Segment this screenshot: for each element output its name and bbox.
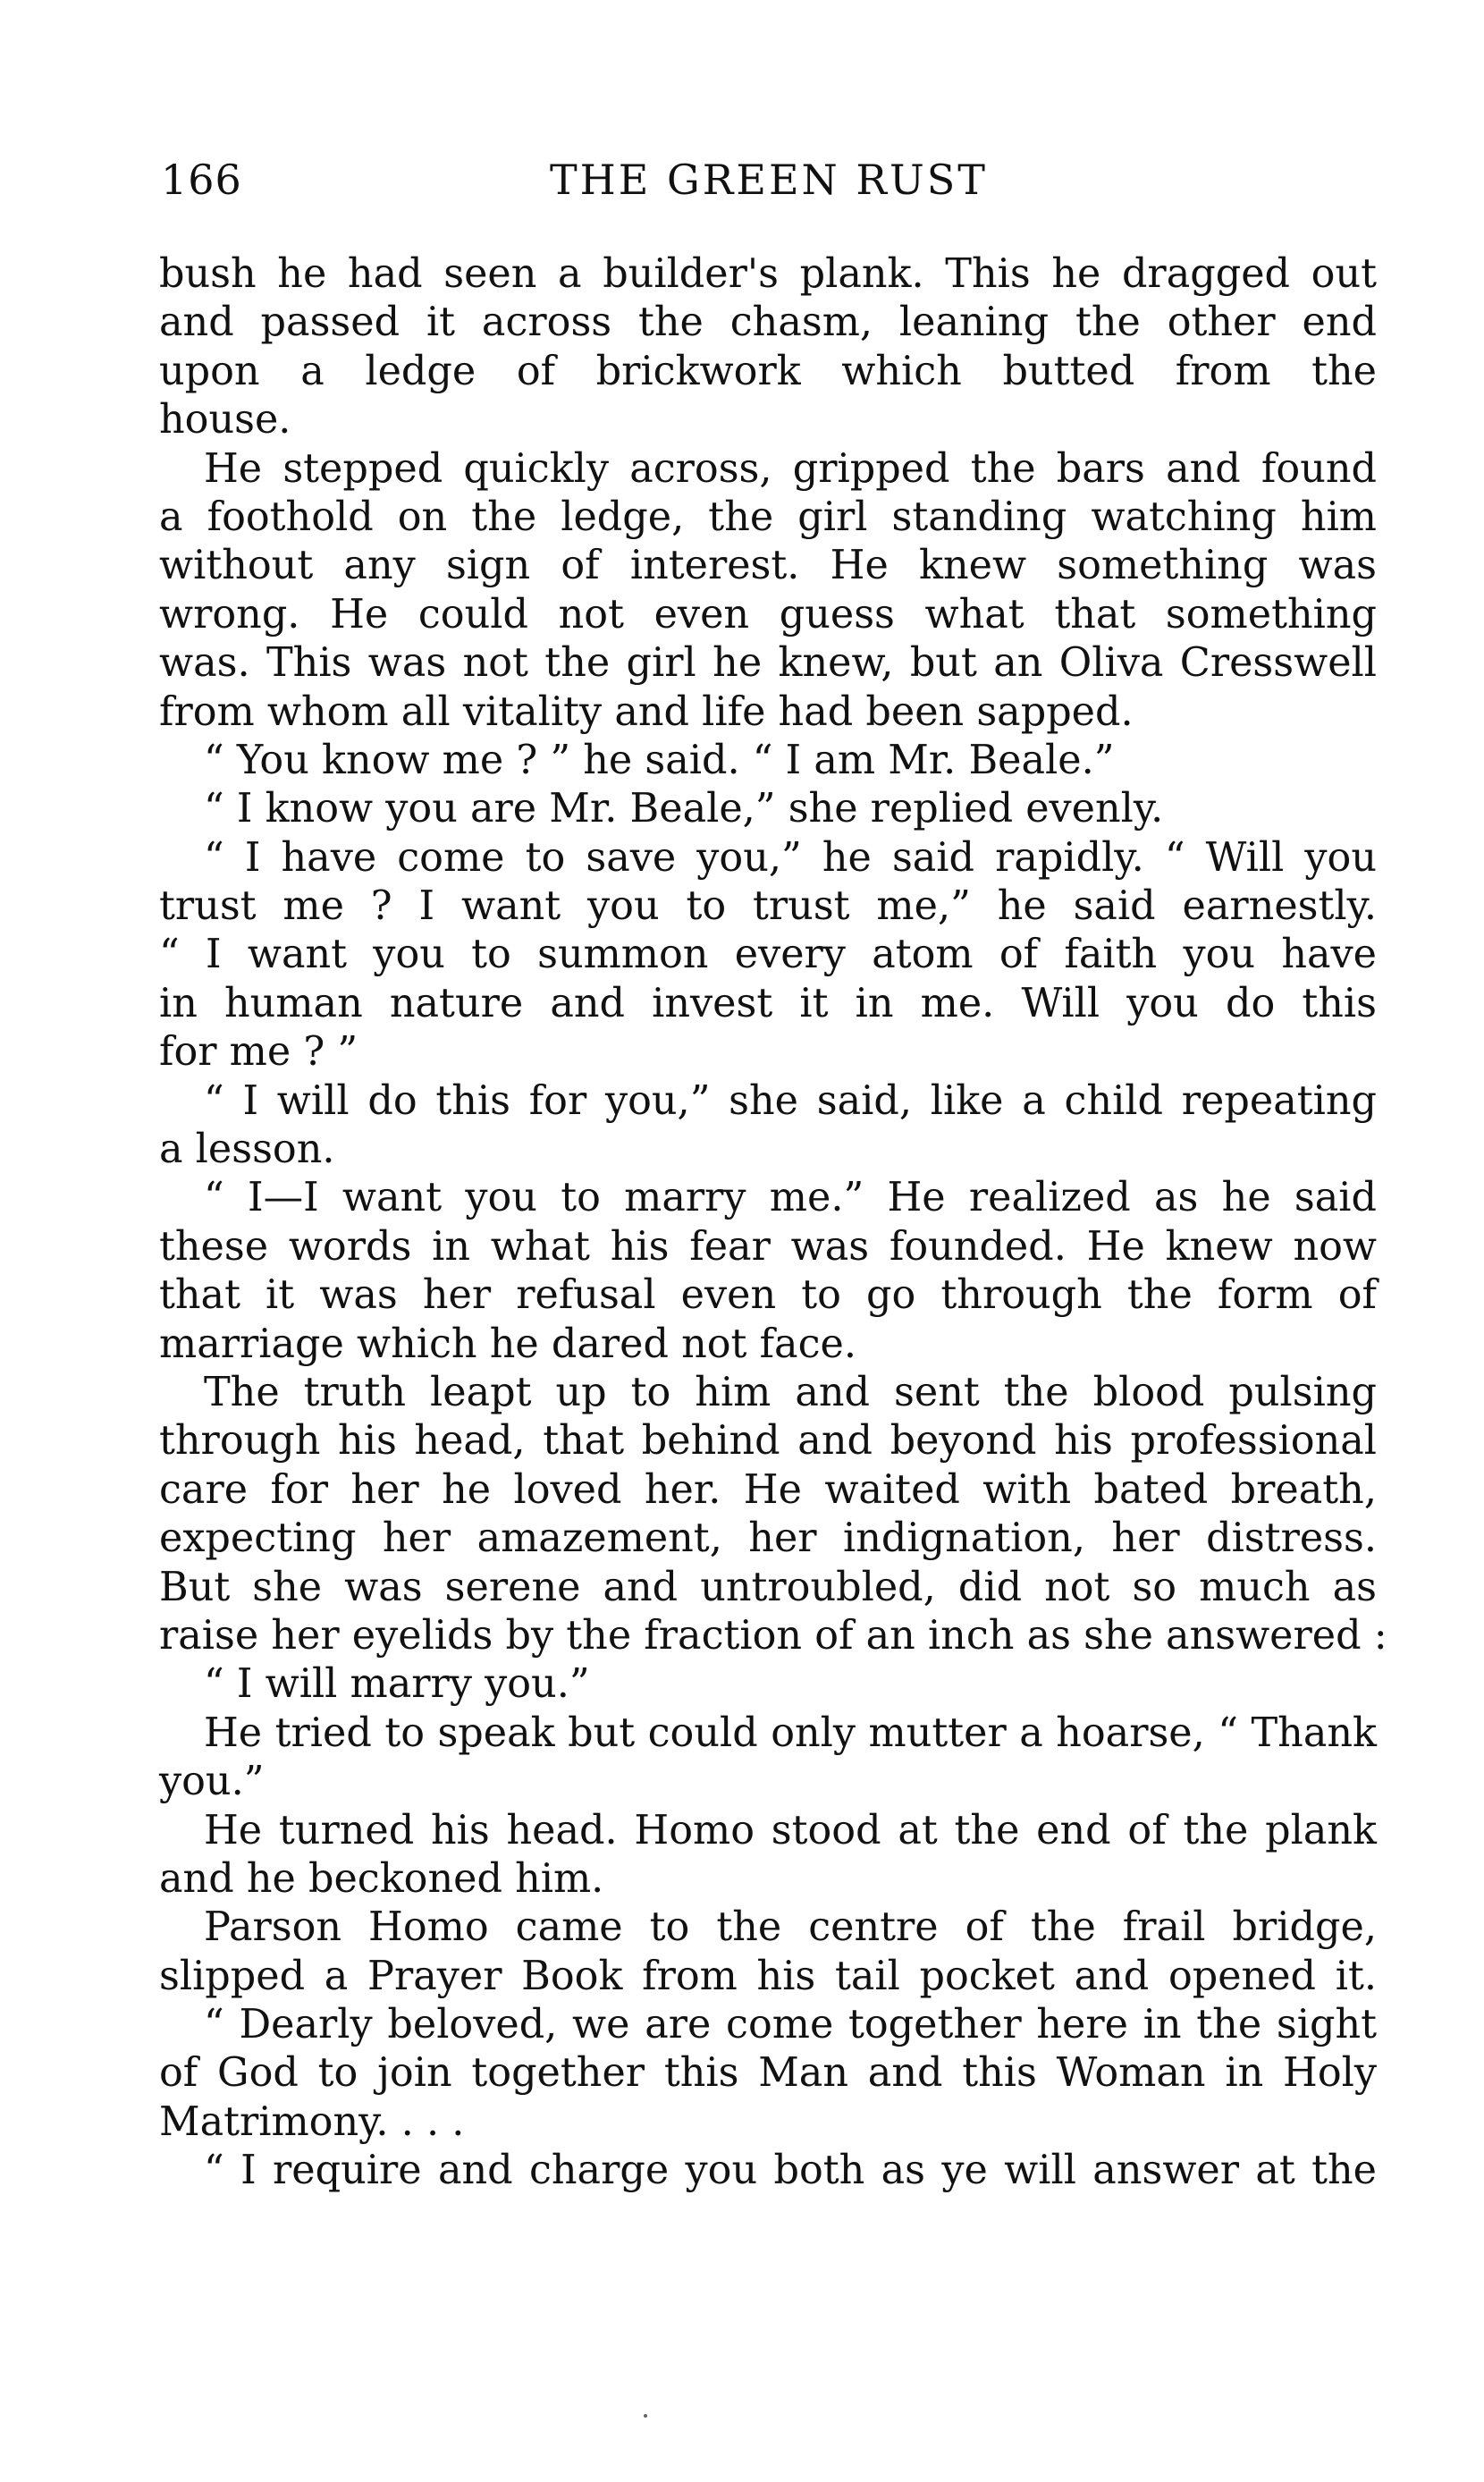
text-line: “ I require and charge you both as ye will answer at the <box>204 2148 1377 2194</box>
text-line: But she was serene and untroubled, did not so much as <box>159 1564 1377 1610</box>
text-line: “ I want you to summon every atom of faith you have <box>159 932 1377 978</box>
body-text <box>159 250 1387 2196</box>
text-line: and he beckoned him. <box>159 1855 604 1902</box>
text-line: He stepped quickly across, gripped the bars and found <box>204 445 1377 492</box>
page-header <box>161 148 1377 211</box>
text-line: in human nature and invest it in me. Will you do this <box>159 980 1377 1026</box>
text-line: upon a ledge of brickwork which butted from the <box>159 348 1377 394</box>
text-line: trust me ? I want you to trust me,” he said earnestly. <box>159 883 1377 930</box>
text-line: He tried to speak but could only mutter a hoarse, “ Thank <box>204 1710 1377 1756</box>
text-line: for me ? ” <box>159 1029 358 1076</box>
text-line: slipped a Prayer Book from his tail pocket and opened it. <box>159 1953 1377 1999</box>
text-line: wrong. He could not even guess what that something <box>159 591 1377 637</box>
text-line: expecting her amazement, her indignation, her distress. <box>159 1515 1377 1562</box>
text-line: house. <box>159 397 291 443</box>
text-line: “ I—I want you to marry me.” He realized as he said <box>204 1175 1377 1221</box>
text-line: He turned his head. Homo stood at the end of the plank <box>204 1807 1377 1853</box>
text-line: “ I will marry you.” <box>204 1661 590 1708</box>
text-line: you.” <box>159 1759 265 1805</box>
page-number: 166 <box>161 156 242 204</box>
running-head: THE GREEN RUST <box>549 156 988 204</box>
text-line: of God to join together this Man and this Woman in Holy <box>159 2050 1377 2097</box>
text-line: “ You know me ? ” he said. “ I am Mr. Beale.” <box>204 737 1115 783</box>
print-speck <box>644 2414 647 2418</box>
text-line: The truth leapt up to him and sent the blood pulsing <box>204 1369 1377 1415</box>
text-line: marriage which he dared not face. <box>159 1321 856 1367</box>
text-line: Parson Homo came to the centre of the frail bridge, <box>204 1904 1377 1951</box>
text-line: Matrimony. . . . <box>159 2098 465 2145</box>
text-line: through his head, that behind and beyond his professional <box>159 1418 1377 1465</box>
text-line: and passed it across the chasm, leaning the other end <box>159 300 1377 346</box>
text-line: that it was her refusal even to go through the form of <box>159 1272 1377 1319</box>
text-line: “ I know you are Mr. Beale,” she replied evenly. <box>204 786 1164 832</box>
text-line: bush he had seen a builder's plank. This he dragged out <box>159 251 1377 297</box>
text-line: without any sign of interest. He knew something was <box>159 543 1377 589</box>
text-line: “ I will do this for you,” she said, like a child repeating <box>204 1077 1377 1124</box>
text-line: “ I have come to save you,” he said rapidly. “ Will you <box>204 834 1377 881</box>
text-line: was. This was not the girl he knew, but an Oliva Cresswell <box>159 640 1377 687</box>
text-line: these words in what his fear was founded. He knew now <box>159 1223 1377 1270</box>
text-line: “ Dearly beloved, we are come together here in the sight <box>204 2002 1377 2048</box>
text-line: a lesson. <box>159 1127 335 1173</box>
text-line: raise her eyelids by the fraction of an inch as she answered : <box>159 1612 1387 1659</box>
text-line: care for her he loved her. He waited with bated breath, <box>159 1466 1377 1513</box>
text-line: from whom all vitality and life had been sapped. <box>159 688 1134 735</box>
text-line: a foothold on the ledge, the girl standing watching him <box>159 494 1377 540</box>
